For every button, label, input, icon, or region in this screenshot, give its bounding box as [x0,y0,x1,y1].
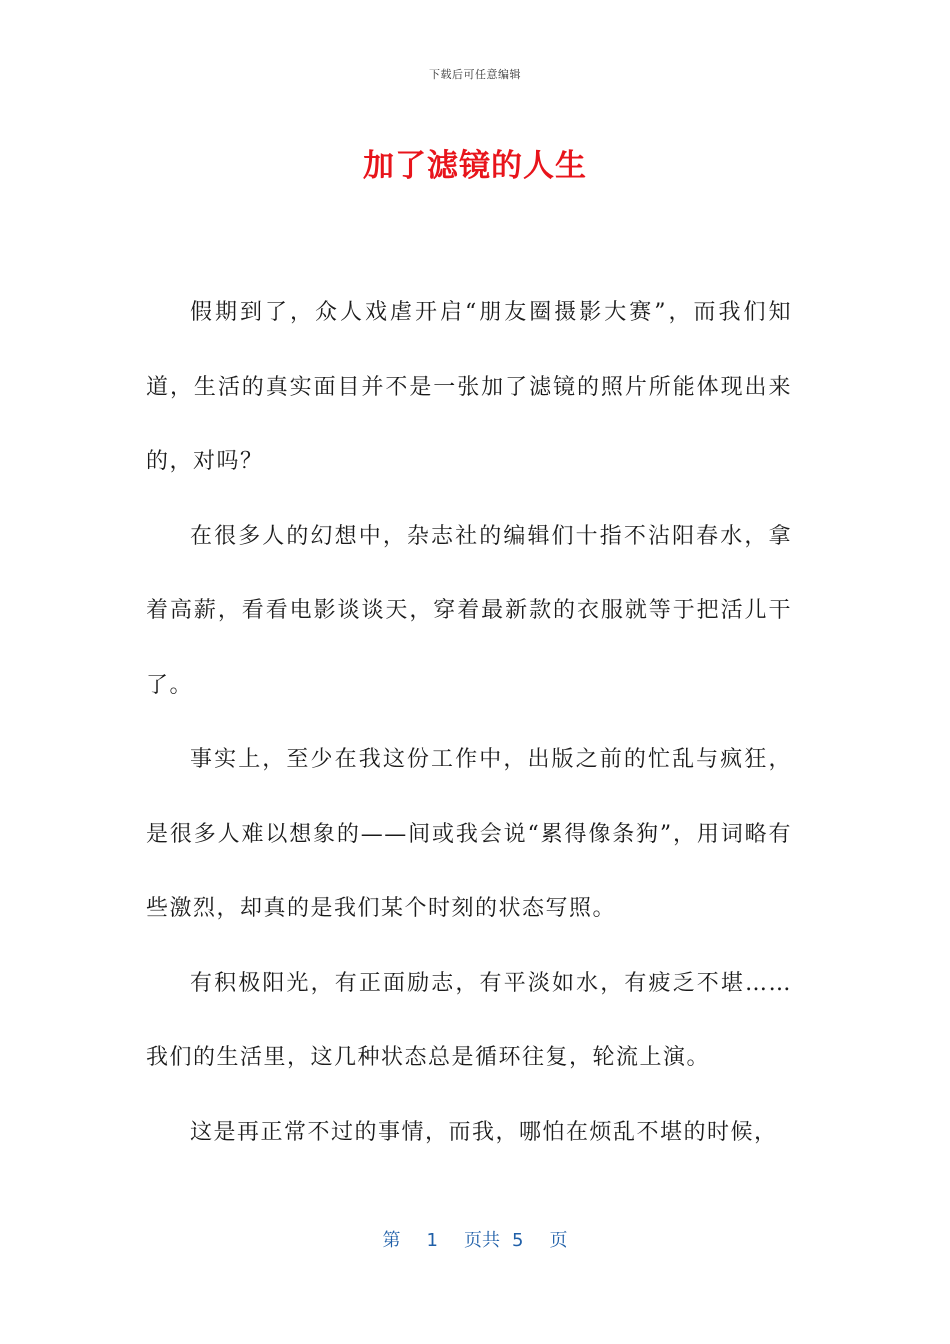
footer-page-suffix: 页 [549,1230,568,1251]
paragraph-1: 假期到了，众人戏虐开启“朋友圈摄影大赛”，而我们知道，生活的真实面目并不是一张加了滤镜的照片所能体现出来的，对吗？ [146,300,792,474]
paragraph-2: 在很多人的幻想中，杂志社的编辑们十指不沾阳春水，拿着高薪，看看电影谈谈天，穿着最新款的衣服就等于把活儿干了。 [146,523,792,698]
document-body [146,276,792,1170]
header-note: 下载后可任意编辑 [429,68,521,81]
page-footer [0,1226,950,1252]
footer-total-pages: 5 [512,1230,524,1251]
paragraph-4: 有积极阳光，有正面励志，有平淡如水，有疲乏不堪……我们的生活里，这几种状态总是循环往复，轮流上演。 [146,970,792,1070]
footer-page-mid: 页共 [464,1230,500,1251]
document-title: 加了滤镜的人生 [363,148,587,184]
paragraph-5: 这是再正常不过的事情，而我，哪怕在烦乱不堪的时候， [190,1119,778,1145]
footer-page-prefix: 第 [382,1230,401,1251]
paragraph-3: 事实上，至少在我这份工作中，出版之前的忙乱与疯狂，是很多人难以想象的——间或我会说“累得像条狗”，用词略有些激烈，却真的是我们某个时刻的状态写照。 [146,747,792,921]
footer-current-page: 1 [426,1230,438,1251]
